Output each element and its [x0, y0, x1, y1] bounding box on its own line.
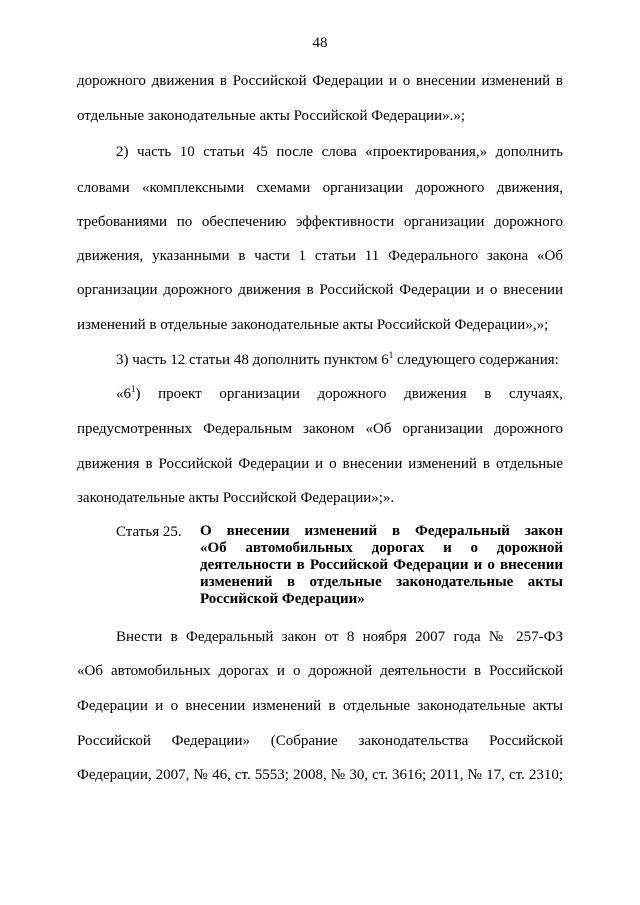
text-line: предусмотренных Федеральным законом «Об организации дорожного	[77, 421, 563, 437]
text-segment: ) проект организации дорожного движения в случаях,	[135, 386, 563, 402]
text-line: изменений в отдельные законодательные акты Российской Федерации»,»;	[77, 317, 549, 333]
text-line: «Об автомобильных дорогах и о дорожной деятельности в Российской	[77, 663, 563, 679]
quote-first-line	[116, 385, 563, 403]
text-line: дорожного движения в Российской Федерации и о внесении изменений в	[77, 73, 563, 89]
text-line: Российской Федерации» (Собрание законодательства Российской	[77, 733, 563, 749]
article-title-line: Российской Федерации»	[200, 591, 365, 607]
article-title-line: изменений в отдельные законодательные акты	[200, 574, 563, 590]
text-line: Внести в Федеральный закон от 8 ноября 2007 года № 257-ФЗ	[116, 629, 563, 645]
page-number: 48	[312, 35, 328, 51]
text-line: требованиями по обеспечению эффективности организации дорожного	[77, 214, 563, 230]
text-segment: 3) часть 12 статьи 48 дополнить пунктом 6	[116, 352, 389, 368]
article-title	[200, 523, 563, 608]
article-title-line: О внесении изменений в Федеральный закон	[200, 523, 563, 539]
text-line: организации дорожного движения в Российской Федерации и о внесении	[77, 282, 563, 298]
superscript: 1	[131, 384, 136, 394]
text-segment: «6	[116, 386, 131, 402]
text-line: законодательные акты Российской Федерации»;».	[77, 490, 395, 506]
text-line: отдельные законодательные акты Российской Федерации».»;	[77, 108, 466, 124]
article-title-line: «Об автомобильных дорогах и о дорожной	[200, 540, 563, 556]
text-segment: следующего содержания:	[393, 352, 559, 368]
list-item-2-line: 2) часть 10 статьи 45 после слова «проектирования,» дополнить	[116, 144, 563, 160]
text-line: Федерации и о внесении изменений в отдельные законодательные акты	[77, 698, 563, 714]
article-title-line: деятельности в Российской Федерации и о внесении	[200, 557, 563, 573]
text-line: движения, указанными в части 1 статьи 11 Федерального закона «Об	[77, 248, 563, 264]
list-item-3-line	[116, 351, 563, 369]
article-label: Статья 25.	[116, 524, 182, 540]
text-line: словами «комплексными схемами организации дорожного движения,	[77, 180, 563, 196]
text-line: Федерации, 2007, № 46, ст. 5553; 2008, № 30, ст. 3616; 2011, № 17, ст. 2310;	[77, 767, 563, 783]
superscript: 1	[388, 350, 394, 360]
text-line: движения в Российской Федерации и о внесении изменений в отдельные	[77, 456, 563, 472]
